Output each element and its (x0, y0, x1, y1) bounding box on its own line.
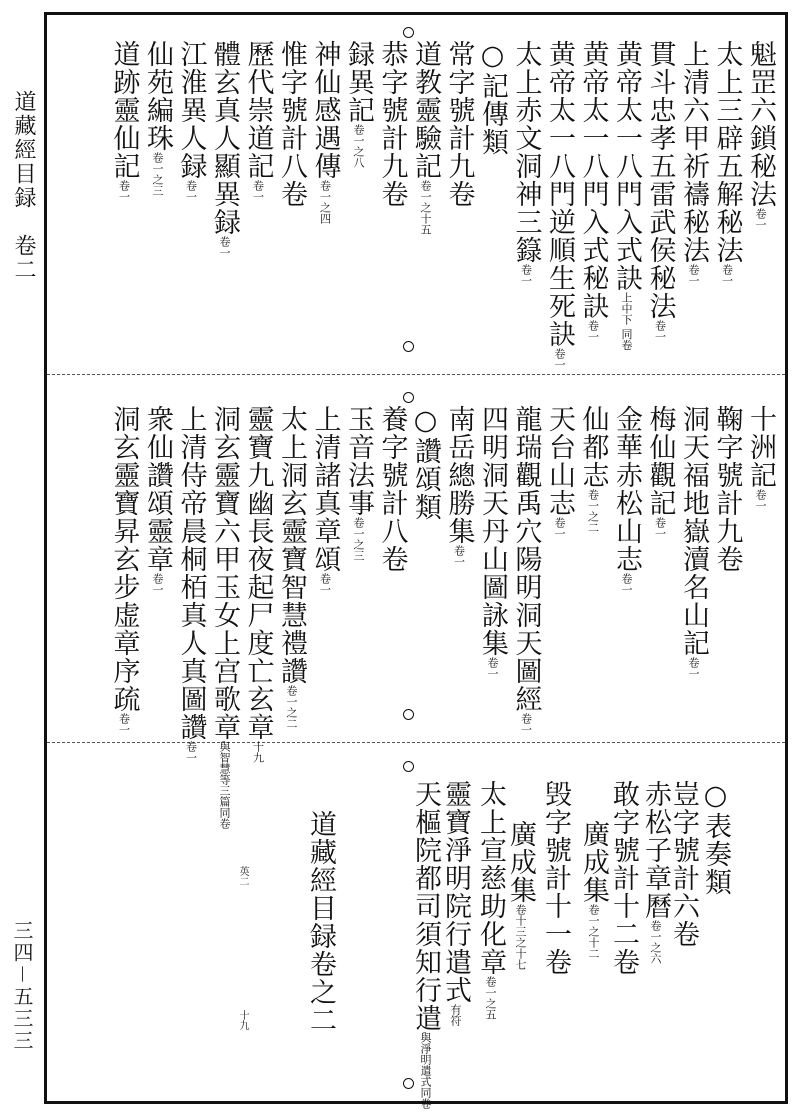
text-column (343, 405, 373, 561)
text-column (440, 780, 470, 1026)
column-note: 卷一 (117, 180, 131, 202)
margin-page-number: 三四－五三三 (10, 920, 34, 1052)
column-note: 卷一 (184, 180, 198, 202)
text-column (410, 40, 440, 235)
column-text: 洞玄靈寶六甲玉女上宫歌章 (209, 405, 240, 741)
circle-mark (403, 392, 414, 403)
text-column (477, 405, 507, 679)
column-text: 上清諸真章頌 (309, 405, 341, 573)
text-column (209, 405, 239, 829)
text-column (243, 405, 273, 763)
column-text: ○讚頌類 (410, 405, 441, 521)
column-text: 衆仙讚頌靈章 (142, 405, 173, 573)
text-column (209, 40, 239, 258)
text-column (578, 40, 608, 342)
column-note: 卷一 (218, 236, 231, 258)
column-note: 卷一之六 (649, 920, 662, 964)
text-column (540, 780, 570, 976)
column-text: 上清六甲祈禱秘法 (678, 40, 709, 264)
column-note: 卷一 (519, 713, 533, 735)
column-text: 金華赤松山志 (611, 405, 642, 573)
column-note: 卷一 (452, 545, 466, 567)
column-text: 靈寶九幽長夜起尸度亡玄章 (242, 405, 274, 741)
column-text: 太上三辟五解秘法 (711, 40, 743, 264)
column-note: 卷一 (318, 573, 332, 595)
text-column (109, 405, 139, 735)
column-text: 天台山志 (544, 405, 575, 517)
column-note: 卷一 (117, 713, 131, 735)
text-column (640, 780, 670, 964)
column-text: 廣成集 (578, 820, 609, 904)
column-text: 歷代崇道記 (242, 40, 274, 180)
circle-mark (403, 27, 414, 38)
column-text: 太上赤文洞神三籙 (510, 40, 542, 264)
text-column (668, 780, 698, 948)
column-text: 豈字號計六卷 (668, 780, 699, 948)
text-column (176, 405, 206, 763)
text-column (645, 405, 675, 539)
column-note: 卷一 (754, 489, 767, 511)
column-text: 神仙感遇傳 (309, 40, 341, 180)
text-column (700, 780, 730, 896)
column-text: 道跡靈仙記 (108, 40, 140, 180)
column-text: 十洲記 (745, 405, 776, 489)
text-column (310, 405, 340, 595)
text-column (276, 405, 306, 729)
column-text: 恭字號計九卷 (376, 40, 408, 208)
text-column (444, 405, 474, 567)
text-column (578, 405, 608, 533)
text-column (745, 40, 775, 230)
column-text: 梅仙觀記 (644, 405, 676, 517)
column-note: 與智慧等三篇同卷 (218, 741, 231, 829)
column-note: 卷一 (553, 517, 566, 539)
column-text: 洞天福地嶽瀆名山記 (678, 405, 709, 657)
column-text: 敢字號計十二卷 (608, 780, 639, 976)
column-text: 廣成集 (505, 820, 536, 904)
column-note: 卷一 (754, 208, 767, 230)
column-text: 貫斗忠孝五雷武侯秘法 (644, 40, 676, 320)
column-text: 龍瑞觀禹穴陽明洞天圖經 (510, 405, 542, 713)
column-text: 仙都志 (577, 405, 609, 489)
column-text: 黄帝太一八門入式訣 (611, 40, 642, 292)
text-column (377, 405, 407, 573)
column-note: 卷一 (486, 657, 499, 679)
circle-mark (403, 341, 414, 352)
column-text: 四明洞天丹山圖詠集 (477, 405, 508, 657)
column-note: 卷一 (553, 348, 566, 370)
text-column (477, 40, 507, 156)
column-text: ○表奏類 (700, 780, 731, 896)
column-text: 體玄真人顯異録 (209, 40, 240, 236)
text-column (505, 820, 535, 970)
column-text: 養字號計八卷 (376, 405, 408, 573)
column-note: 有符 (449, 1004, 462, 1026)
text-column (712, 405, 742, 573)
column-note: 卷一之二 (586, 489, 600, 533)
column-note: 卷一之五 (484, 976, 497, 1020)
small-mark: 英二 (237, 866, 248, 886)
column-text: 洞玄靈寶昇玄步虚章序疏 (108, 405, 140, 713)
text-column (305, 810, 335, 1034)
column-text: 常字號計九卷 (443, 40, 475, 208)
text-column (544, 40, 574, 370)
column-note: 卷一之四 (318, 180, 332, 224)
small-mark: 十九 (237, 1010, 248, 1030)
column-note: 卷一 (687, 657, 700, 679)
column-text: 道藏經目録卷之二 (305, 810, 336, 1034)
column-note: 卷一 (720, 264, 734, 286)
column-note: 卷一之十二 (587, 904, 600, 959)
column-note: 卷一 (519, 264, 533, 286)
column-text: ○記傳類 (477, 40, 508, 156)
column-note: 卷一 (586, 320, 600, 342)
column-note: 上中下 同卷 (620, 292, 633, 351)
column-note: 卷一之二 (285, 685, 298, 729)
text-column (511, 40, 541, 286)
text-column (243, 40, 273, 202)
text-column (544, 405, 574, 539)
text-column (310, 40, 340, 224)
column-text: 太上宣慈助化章 (475, 780, 506, 976)
circle-mark (403, 761, 414, 772)
column-note: 卷一之三 (352, 517, 365, 561)
text-column (410, 780, 440, 1109)
text-column (511, 405, 541, 735)
text-column (109, 40, 139, 202)
margin-title: 道藏經目録 卷二 (11, 90, 36, 282)
column-text: 鞠字號計九卷 (711, 405, 743, 573)
column-text: 仙苑編珠 (142, 40, 173, 152)
text-column (678, 40, 708, 286)
column-note: 與淨明遣式同卷 (419, 1032, 432, 1109)
text-column (377, 40, 407, 208)
column-note: 卷一 (687, 264, 700, 286)
circle-mark (403, 709, 414, 720)
column-note: 卷一之八 (352, 124, 365, 168)
text-column (142, 40, 172, 196)
text-column (444, 40, 474, 208)
text-column (645, 40, 675, 342)
column-text: 玉音法事 (343, 405, 374, 517)
column-text: 太上洞玄靈寶智慧禮讚 (276, 405, 307, 685)
column-text: 赤松子章曆 (640, 780, 671, 920)
circle-mark (403, 1078, 414, 1089)
column-note: 卷一 (151, 573, 164, 595)
text-column (712, 40, 742, 286)
column-text: 上清侍帝晨桐栢真人真圖讚 (175, 405, 207, 741)
column-text: 毁字號計十一卷 (540, 780, 571, 976)
column-text: 道教靈驗記 (410, 40, 441, 180)
column-note: 卷一之十五 (419, 180, 432, 235)
column-text: 南岳總勝集 (443, 405, 475, 545)
column-note: 卷一之三 (151, 152, 164, 196)
column-note: 卷一 (653, 517, 667, 539)
column-note: 卷十三之十七 (514, 904, 527, 970)
column-text: 黄帝太一八門逆順生死訣 (544, 40, 575, 348)
text-column (276, 40, 306, 208)
text-column (410, 405, 440, 521)
text-column (678, 405, 708, 679)
text-column (745, 405, 775, 511)
column-text: 黄帝太一八門入式秘訣 (577, 40, 609, 320)
column-note: 卷一 (620, 573, 633, 595)
column-note: 卷一 (251, 180, 265, 202)
panel-divider-1 (47, 374, 785, 375)
column-note: 十九 (251, 741, 265, 763)
text-column (608, 780, 638, 976)
text-column (611, 40, 641, 351)
text-column (142, 405, 172, 595)
text-column (611, 405, 641, 595)
column-text: 靈寶淨明院行遣式 (440, 780, 471, 1004)
column-note: 卷一 (184, 741, 198, 763)
column-text: 江淮異人録 (175, 40, 207, 180)
column-text: 録異記 (343, 40, 374, 124)
column-text: 魁罡六鎖秘法 (745, 40, 776, 208)
text-column (176, 40, 206, 202)
panel-divider-2 (47, 742, 785, 743)
text-column (578, 820, 608, 959)
text-column (343, 40, 373, 168)
text-column (475, 780, 505, 1020)
column-note: 卷一 (653, 320, 667, 342)
column-text: 惟字號計八卷 (276, 40, 307, 208)
column-text: 天樞院都司須知行遣 (410, 780, 441, 1032)
